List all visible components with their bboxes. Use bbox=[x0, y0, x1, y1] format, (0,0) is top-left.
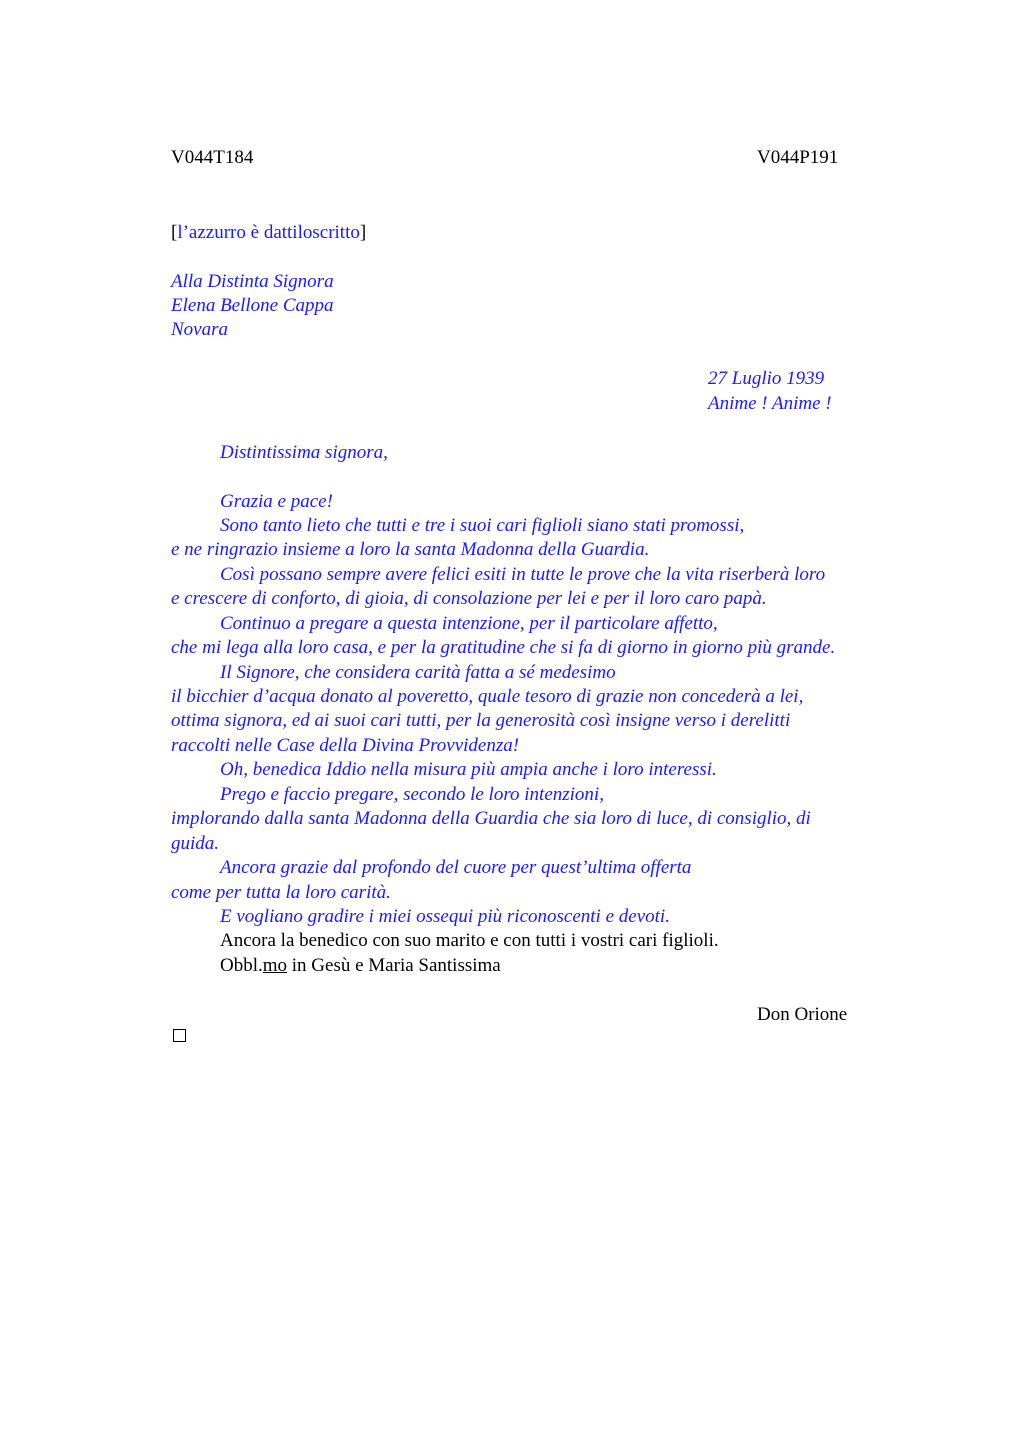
end-marker-box-icon bbox=[173, 1029, 186, 1042]
body-line: Prego e faccio pregare, secondo le loro intenzioni, bbox=[220, 784, 604, 805]
body-line: raccolti nelle Case della Divina Provvidenza! bbox=[171, 735, 520, 756]
body-line: Grazia e pace! bbox=[220, 491, 333, 512]
letter-motto: Anime ! Anime ! bbox=[708, 393, 832, 414]
header-left-code: V044T184 bbox=[171, 147, 254, 168]
closing-prefix: Obbl. bbox=[220, 955, 263, 976]
body-line: Ancora grazie dal profondo del cuore per quest’ultima offerta bbox=[220, 857, 692, 878]
body-line: Così possano sempre avere felici esiti in tutte le prove che la vita riserberà loro bbox=[220, 564, 826, 585]
body-line: come per tutta la loro carità. bbox=[171, 882, 391, 903]
handwritten-line: Ancora la benedico con suo marito e con tutti i vostri cari figlioli. bbox=[220, 930, 719, 951]
body-line: guida. bbox=[171, 833, 220, 854]
body-line: il bicchier d’acqua donato al poveretto, quale tesoro di grazie non concederà a lei, bbox=[171, 686, 804, 707]
recipient-line-2: Elena Bellone Cappa bbox=[171, 295, 334, 316]
recipient-line-1: Alla Distinta Signora bbox=[171, 271, 334, 292]
header-right-code: V044P191 bbox=[757, 147, 839, 168]
body-line: Continuo a pregare a questa intenzione, per il particolare affetto, bbox=[220, 613, 718, 634]
body-line: Il Signore, che considera carità fatta a sé medesimo bbox=[220, 662, 616, 683]
note-text: l’azzurro è dattiloscritto bbox=[177, 222, 360, 243]
recipient-line-3: Novara bbox=[171, 319, 228, 340]
body-line: che mi lega alla loro casa, e per la gratitudine che si fa di giorno in giorno più grande. bbox=[171, 637, 836, 658]
body-line: Sono tanto lieto che tutti e tre i suoi cari figlioli siano stati promossi, bbox=[220, 515, 745, 536]
signature: Don Orione bbox=[757, 1004, 848, 1025]
letter-date: 27 Luglio 1939 bbox=[708, 368, 825, 389]
closing-formula bbox=[220, 954, 501, 978]
body-line: implorando dalla santa Madonna della Guardia che sia loro di luce, di consiglio, di bbox=[171, 808, 811, 829]
body-line: e ne ringrazio insieme a loro la santa Madonna della Guardia. bbox=[171, 539, 650, 560]
body-line: E vogliano gradire i miei ossequi più riconoscenti e devoti. bbox=[220, 906, 670, 927]
closing-suffix: in Gesù e Maria Santissima bbox=[287, 955, 501, 976]
editorial-note bbox=[171, 221, 366, 245]
note-open-bracket: [ bbox=[171, 222, 178, 243]
body-line: e crescere di conforto, di gioia, di consolazione per lei e per il loro caro papà. bbox=[171, 588, 767, 609]
closing-abbreviation: mo bbox=[262, 955, 288, 976]
note-close-bracket: ] bbox=[359, 222, 367, 243]
body-line: Oh, benedica Iddio nella misura più ampia anche i loro interessi. bbox=[220, 759, 717, 780]
salutation: Distintissima signora, bbox=[220, 442, 388, 463]
body-line: ottima signora, ed ai suoi cari tutti, per la generosità così insigne verso i derelitti bbox=[171, 710, 791, 731]
